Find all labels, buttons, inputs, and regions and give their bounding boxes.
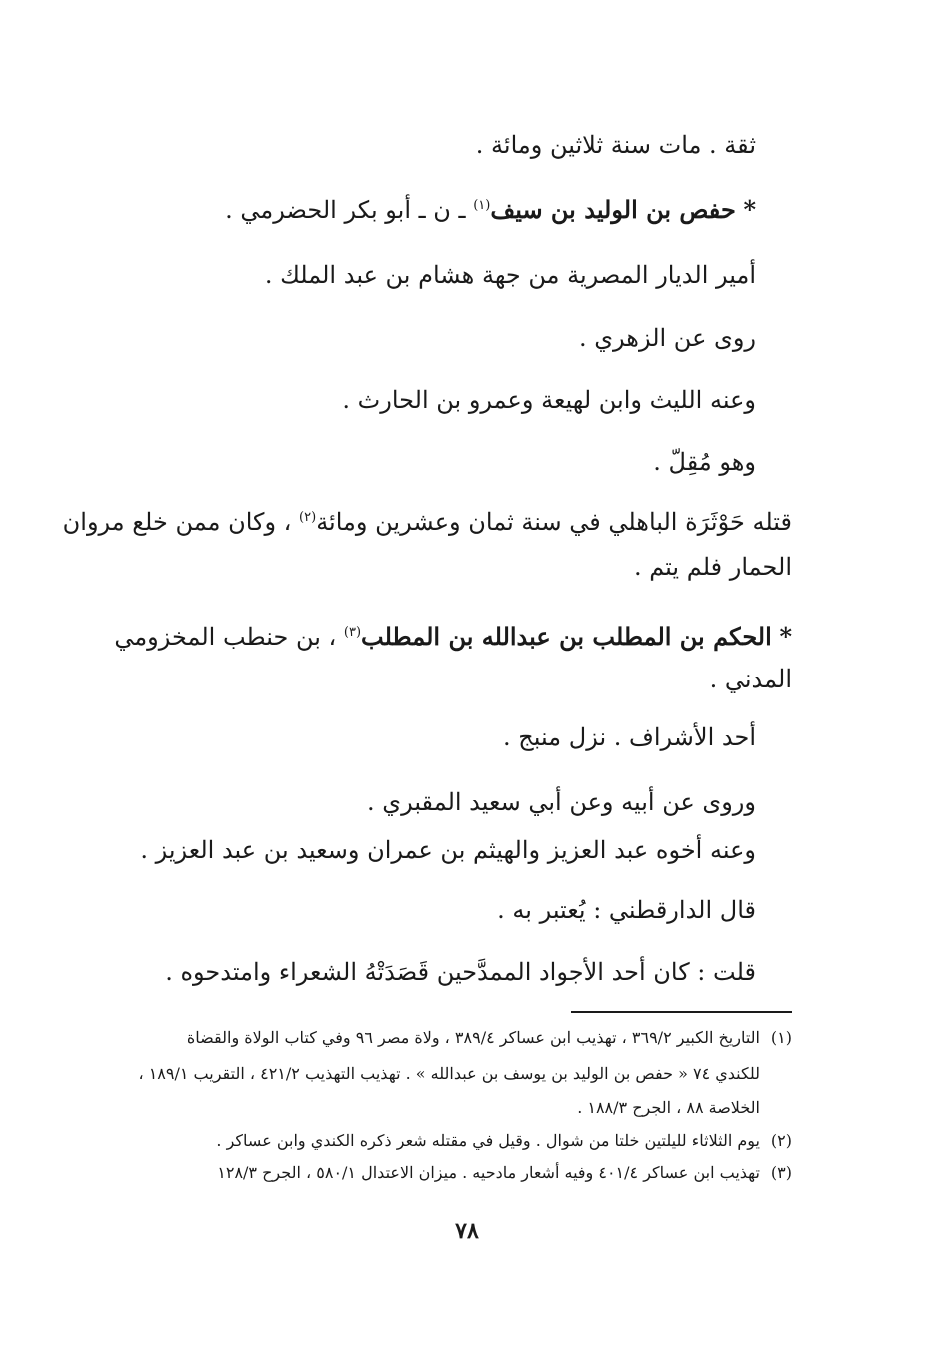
text-line-content: الحمار فلم يتم . bbox=[633, 553, 792, 581]
footnote-number: (٣) bbox=[770, 1163, 792, 1182]
footnote-number: (٢) bbox=[770, 1131, 792, 1150]
text-line-content: ، وكان ممن خلع مروان bbox=[62, 508, 292, 536]
text-line-content: قال الدارقطني : يُعتبر به . bbox=[497, 896, 756, 924]
text-line-content: المدني . bbox=[709, 665, 792, 693]
footnote-continuation bbox=[577, 1097, 760, 1119]
text-line bbox=[579, 321, 756, 355]
footnote-ref: (١) bbox=[473, 198, 491, 213]
footnote-text: يوم الثلاثاء لليلتين خلتا من شوال . وقيل في مقتله شعر ذكره الكندي وابن عساكر . bbox=[216, 1131, 760, 1150]
text-line bbox=[476, 128, 756, 162]
text-line bbox=[653, 445, 756, 479]
footnote bbox=[187, 1027, 792, 1049]
entry-name: الحكم بن المطلب بن عبدالله بن المطلب bbox=[361, 622, 772, 651]
text-line-justified bbox=[62, 505, 792, 539]
text-line bbox=[367, 785, 756, 819]
text-line-content: أمير الديار المصرية من جهة هشام بن عبد الملك . bbox=[264, 261, 756, 289]
footnote bbox=[217, 1162, 792, 1184]
text-line bbox=[634, 550, 792, 584]
text-line-content: وعنه أخوه عبد العزيز والهيثم بن عمران وسعيد بن عبد العزيز . bbox=[140, 836, 756, 864]
page-number: ٧٨ bbox=[455, 1218, 479, 1244]
footnote-text: تهذيب ابن عساكر ٤٠١/٤ وفيه أشعار مادحيه . ميزان الاعتدال ٥٨٠/١ ، الجرح ١٢٨/٣ bbox=[217, 1163, 760, 1182]
entry-rest: ـ ن ـ أبو بكر الحضرمي . bbox=[225, 196, 466, 224]
text-line bbox=[140, 833, 756, 867]
text-line-content: أحد الأشراف . نزل منبج . bbox=[503, 723, 756, 751]
text-line bbox=[503, 720, 756, 754]
footnote-number: (١) bbox=[770, 1028, 792, 1047]
text-line bbox=[165, 955, 756, 989]
text-line-content: ثقة . مات سنة ثلاثين ومائة . bbox=[475, 131, 756, 159]
footnote-separator bbox=[571, 1011, 792, 1013]
footnote-ref: (٣) bbox=[343, 625, 362, 640]
text-line-content: وروى عن أبيه وعن أبي سعيد المقبري . bbox=[367, 788, 756, 816]
entry-star-marker: * bbox=[779, 622, 792, 651]
text-line-content: قتله حَوْثَرَة الباهلي في سنة ثمان وعشرين ومائة bbox=[316, 508, 792, 536]
text-line bbox=[342, 383, 756, 417]
text-line bbox=[265, 258, 756, 292]
footnote-text: الخلاصة ٨٨ ، الجرح ١٨٨/٣ . bbox=[577, 1098, 760, 1117]
text-line bbox=[497, 893, 756, 927]
footnote-ref: (٢) bbox=[299, 510, 317, 525]
text-line-content: قلت : كان أحد الأجواد الممدَّحين قَصَدَتْهُ الشعراء وامتدحوه . bbox=[165, 958, 756, 986]
footnote-text: للكندي ٧٤ « حفص بن الوليد بن يوسف بن عبدالله » . تهذيب التهذيب ٤٢١/٢ ، التقريب ١٨٩/١ ، bbox=[138, 1064, 760, 1083]
entry-star-marker: * bbox=[743, 195, 756, 224]
entry-heading bbox=[114, 620, 792, 654]
footnote bbox=[216, 1130, 792, 1152]
text-line-content: وعنه الليث وابن لهيعة وعمرو بن الحارث . bbox=[342, 386, 756, 414]
entry-rest: ، بن حنطب المخزومي bbox=[114, 623, 337, 651]
text-line-content: روى عن الزهري . bbox=[579, 324, 756, 352]
footnote-continuation bbox=[138, 1063, 760, 1085]
text-line-content: وهو مُقِلّ . bbox=[653, 448, 756, 476]
entry-heading bbox=[225, 193, 756, 227]
entry-name: حفص بن الوليد بن سيف bbox=[490, 195, 736, 224]
text-line bbox=[710, 662, 792, 696]
footnote-text: التاريخ الكبير ٣٦٩/٢ ، تهذيب ابن عساكر ٣٨٩/٤ ، ولاة مصر ٩٦ وفي كتاب الولاة والقضاة bbox=[186, 1028, 760, 1047]
